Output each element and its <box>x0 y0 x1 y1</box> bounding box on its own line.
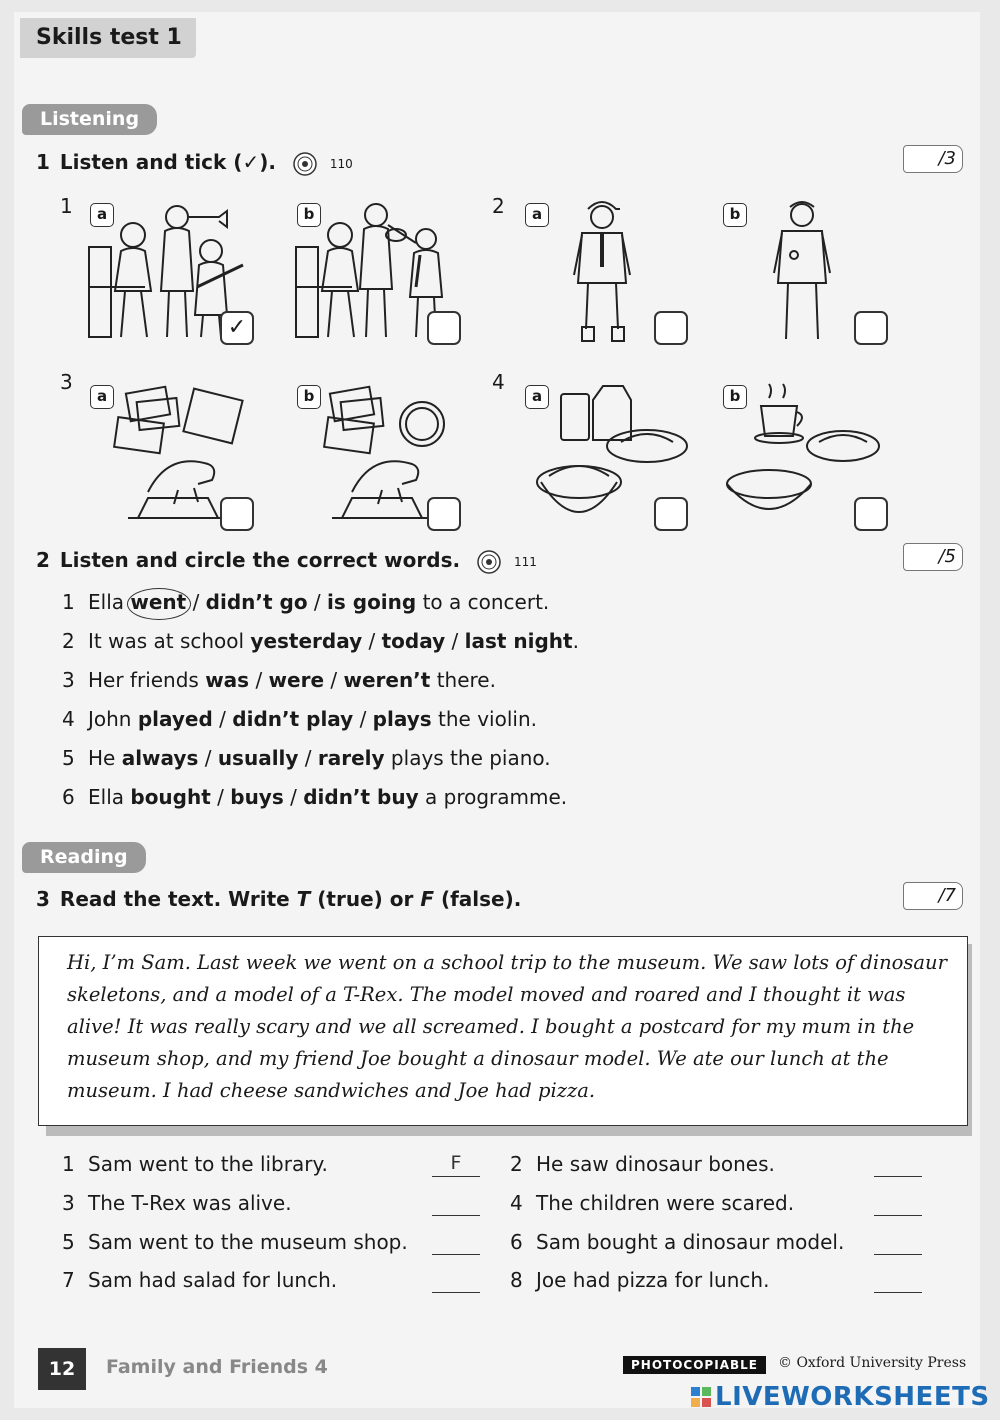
q1-3b-tick-box[interactable] <box>427 497 461 531</box>
line-text: It was at school <box>88 629 251 653</box>
option-label: a <box>525 385 549 409</box>
page-number: 12 <box>38 1348 86 1390</box>
statement-text: Joe had pizza for lunch. <box>536 1268 770 1292</box>
q3-true-letter: T <box>296 887 311 911</box>
photocopiable-label: PHOTOCOPIABLE <box>623 1356 766 1374</box>
q1-item-number: 2 <box>492 194 505 218</box>
line-number: 2 <box>62 629 75 653</box>
option-word[interactable]: were <box>268 668 325 692</box>
statement-text: The T-Rex was alive. <box>88 1191 292 1215</box>
q3-false-letter: F <box>420 887 434 911</box>
line-text: . <box>572 629 579 653</box>
option-word[interactable]: went <box>130 590 187 614</box>
line-text: Ella <box>88 785 131 809</box>
option-label: b <box>723 385 747 409</box>
answer-blank[interactable] <box>874 1268 922 1293</box>
q1-track: 110 <box>329 156 353 171</box>
q2-number: 2 <box>36 548 50 572</box>
line-text: to a concert. <box>416 590 550 614</box>
tf-statement <box>62 1191 292 1215</box>
line-number: 1 <box>62 590 75 614</box>
section-listening: Listening <box>22 104 157 135</box>
option-word[interactable]: rarely <box>317 746 385 770</box>
book-brand: Family and Friends 4 <box>106 1356 328 1378</box>
option-label: b <box>723 203 747 227</box>
statement-number: 6 <box>510 1230 523 1254</box>
q2-score-box <box>903 543 963 571</box>
statement-number: 2 <box>510 1152 523 1176</box>
liveworksheets-watermark[interactable] <box>690 1382 990 1412</box>
q2-line: 6 Ella bought / buys / didn’t buy a programme. <box>62 785 568 809</box>
reading-text: Hi, I’m Sam. Last week we went on a school trip to the museum. We saw lots of dinosaur skeletons, and a model of a T-Rex. The model moved and roared and I thought it was alive! It was really scary and we all screamed. I bought a postcard for my mum in the museum shop, and my friend Joe bought a dinosaur model. We ate our lunch at the museum. I had cheese sandwiches and Joe had pizza. <box>67 951 947 1102</box>
line-text: Her friends <box>88 668 206 692</box>
copyright-text: © Oxford University Press <box>778 1355 967 1371</box>
tf-statement <box>62 1152 328 1176</box>
line-text: Ella <box>88 590 131 614</box>
line-number: 3 <box>62 668 75 692</box>
tf-statement <box>510 1191 794 1215</box>
q3-instruction: (false). <box>433 887 522 911</box>
option-word[interactable]: is going <box>327 590 417 614</box>
q3-instruction: Read the text. Write <box>59 887 297 911</box>
q2-track: 111 <box>514 554 537 569</box>
q1-1a-tick-box[interactable]: ✓ <box>220 311 254 345</box>
statement-number: 5 <box>62 1230 75 1254</box>
q1-heading <box>36 150 353 176</box>
liveworksheets-logo-icon <box>690 1386 712 1408</box>
statement-text: The children were scared. <box>536 1191 795 1215</box>
answer-blank[interactable] <box>874 1230 922 1255</box>
option-word[interactable]: didn’t buy <box>303 785 419 809</box>
q2-instruction: Listen and circle the correct words. <box>59 548 461 572</box>
q2-line: 4 John played / didn’t play / plays the violin. <box>62 707 537 731</box>
q2-line: 2 It was at school yesterday / today / last night. <box>62 629 579 653</box>
line-text: John <box>88 707 138 731</box>
line-number: 5 <box>62 746 75 770</box>
tf-statement <box>510 1268 769 1292</box>
audio-cd-icon[interactable] <box>293 152 317 176</box>
line-text: a programme. <box>418 785 568 809</box>
statement-number: 4 <box>510 1191 523 1215</box>
option-word[interactable]: plays <box>372 707 432 731</box>
option-label: b <box>297 385 321 409</box>
statement-text: Sam went to the library. <box>88 1152 328 1176</box>
statement-number: 7 <box>62 1268 75 1292</box>
option-label: b <box>297 203 321 227</box>
answer-blank[interactable]: F <box>432 1152 480 1177</box>
line-text: He <box>88 746 122 770</box>
boy-shirt-no-tie-picture <box>768 195 838 347</box>
reading-text-box <box>38 936 968 1126</box>
tf-statement <box>62 1268 337 1292</box>
q3-number: 3 <box>36 887 50 911</box>
line-text: plays the piano. <box>384 746 551 770</box>
tf-statement <box>510 1230 844 1254</box>
option-word[interactable]: buys <box>230 785 284 809</box>
answer-blank[interactable] <box>432 1230 480 1255</box>
option-label: a <box>90 385 114 409</box>
statement-text: Sam had salad for lunch. <box>88 1268 338 1292</box>
answer-blank[interactable] <box>874 1152 922 1177</box>
q3-instruction: (true) or <box>310 887 421 911</box>
q1-4b-tick-box[interactable] <box>854 497 888 531</box>
q1-item-number: 1 <box>60 194 73 218</box>
option-word[interactable]: usually <box>217 746 299 770</box>
q3-score: /7 <box>938 885 956 906</box>
q2-line: 3 Her friends was / were / weren’t there. <box>62 668 496 692</box>
option-word[interactable]: bought <box>130 785 211 809</box>
line-text: the violin. <box>431 707 537 731</box>
audio-cd-icon[interactable] <box>477 550 501 574</box>
q1-score: /3 <box>938 148 956 169</box>
statement-text: Sam bought a dinosaur model. <box>536 1230 845 1254</box>
section-reading: Reading <box>22 842 146 873</box>
q1-number: 1 <box>36 150 50 174</box>
option-word[interactable]: didn’t go <box>205 590 308 614</box>
title-tab <box>20 18 196 58</box>
q1-4a-tick-box[interactable] <box>654 497 688 531</box>
answer-blank[interactable] <box>432 1268 480 1293</box>
q2-score: /5 <box>938 546 956 567</box>
tf-statement <box>62 1230 408 1254</box>
q1-item-number: 4 <box>492 370 505 394</box>
statement-number: 8 <box>510 1268 523 1292</box>
q2-line: 1 Ella went / didn’t go / is going to a concert. <box>62 590 550 614</box>
q1-item-number: 3 <box>60 370 73 394</box>
tf-statement <box>510 1152 775 1176</box>
q1-3a-tick-box[interactable] <box>220 497 254 531</box>
q2-line: 5 He always / usually / rarely plays the piano. <box>62 746 551 770</box>
option-word[interactable]: didn’t play <box>232 707 354 731</box>
q1-1b-tick-box[interactable] <box>427 311 461 345</box>
statement-text: He saw dinosaur bones. <box>536 1152 775 1176</box>
page-title: Skills test 1 <box>36 25 182 50</box>
line-number: 6 <box>62 785 75 809</box>
q1-score-box <box>903 145 963 173</box>
q3-score-box <box>903 882 963 910</box>
statement-number: 1 <box>62 1152 75 1176</box>
q1-2a-tick-box[interactable] <box>654 311 688 345</box>
q3-heading <box>36 887 521 911</box>
option-label: a <box>525 203 549 227</box>
watermark-text: LIVEWORKSHEETS <box>715 1382 990 1412</box>
option-word[interactable]: yesterday <box>250 629 363 653</box>
line-text: there. <box>430 668 496 692</box>
option-word[interactable]: today <box>381 629 446 653</box>
option-word[interactable]: was <box>205 668 250 692</box>
q2-heading <box>36 548 537 574</box>
option-word[interactable]: last night <box>464 629 573 653</box>
option-word[interactable]: always <box>121 746 199 770</box>
q1-instruction: Listen and tick (✓). <box>59 150 276 174</box>
option-word[interactable]: played <box>137 707 213 731</box>
statement-text: Sam went to the museum shop. <box>88 1230 408 1254</box>
option-label: a <box>90 203 114 227</box>
line-number: 4 <box>62 707 75 731</box>
answer-blank[interactable] <box>874 1191 922 1216</box>
statement-number: 3 <box>62 1191 75 1215</box>
boy-hat-tie-uniform-picture <box>568 195 638 347</box>
answer-blank[interactable] <box>432 1191 480 1216</box>
q1-2b-tick-box[interactable] <box>854 311 888 345</box>
option-word[interactable]: weren’t <box>343 668 431 692</box>
